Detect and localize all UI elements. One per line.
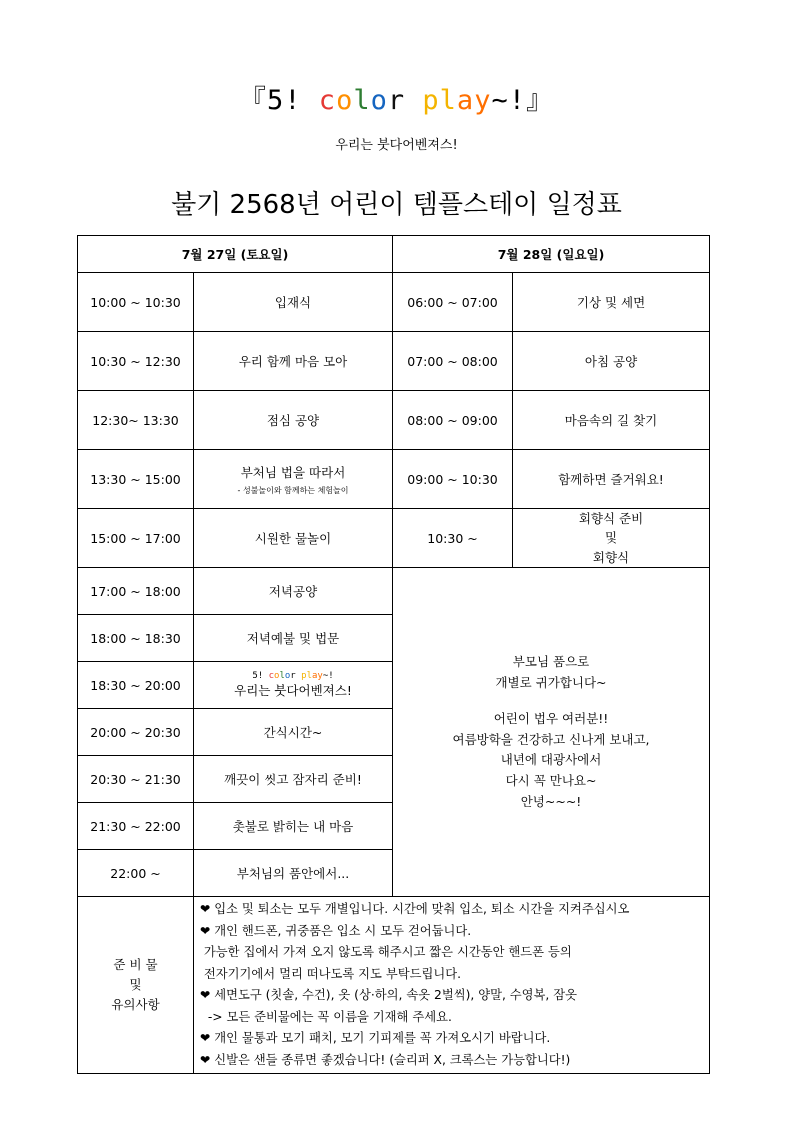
- logo-text: [239, 85, 554, 116]
- schedule-table: [77, 235, 710, 1074]
- day1-time: 17:00 ~ 18:00: [78, 568, 194, 615]
- day1-activity: 입재식: [194, 273, 393, 332]
- day1-time: 18:30 ~ 20:00: [78, 662, 194, 709]
- mini-logo-char: a: [311, 671, 318, 682]
- notes-row: [78, 897, 710, 1074]
- day1-activity: 간식시간~: [194, 709, 393, 756]
- note-line: 가능한 집에서 가져 오지 않도록 해주시고 짧은 시간동안 핸드폰 등의: [200, 945, 572, 960]
- logo-char: !: [508, 85, 526, 116]
- farewell-line: 다시 꼭 만나요~: [505, 773, 597, 789]
- farewell-line: 부모님 품으로: [512, 653, 590, 669]
- logo-chars: [267, 85, 526, 116]
- table-row: [78, 273, 710, 332]
- mini-logo-char: ~: [322, 671, 329, 682]
- mini-logo: [194, 671, 392, 681]
- activity-line: 회향식: [592, 549, 630, 565]
- logo-char: y: [474, 85, 492, 116]
- day2-time: 10:30 ~: [393, 509, 513, 568]
- table-row: [78, 391, 710, 450]
- mini-logo-char: p: [301, 671, 307, 682]
- mini-logo-char: o: [284, 671, 291, 682]
- activity-note: - 성불놀이와 함께하는 체험놀이: [237, 485, 349, 495]
- logo-char: l: [353, 85, 371, 116]
- logo-title: [0, 78, 793, 117]
- day2-time: 09:00 ~ 10:30: [393, 450, 513, 509]
- mini-logo-char: c: [268, 671, 275, 682]
- farewell-gap: [393, 693, 709, 709]
- day1-time: 20:00 ~ 20:30: [78, 709, 194, 756]
- logo-char: l: [439, 85, 457, 116]
- farewell-line: 내년에 대광사에서: [500, 752, 602, 768]
- notes-content: [194, 897, 710, 1074]
- page-title: 불기 2568년 어린이 템플스테이 일정표: [171, 190, 622, 220]
- logo-char: r: [387, 85, 406, 116]
- mini-logo-char: r: [290, 671, 296, 682]
- activity-label: 부처님 법을 따라서: [240, 464, 346, 480]
- day1-time: 21:30 ~ 22:00: [78, 803, 194, 850]
- logo-char: c: [318, 85, 337, 116]
- logo-char: [302, 85, 319, 116]
- farewell-line: 어린이 법우 여러분!!: [493, 711, 609, 727]
- farewell-line: 여름방학을 건강하고 신나게 보내고,: [452, 731, 650, 747]
- logo-char: ~: [491, 85, 509, 116]
- day1-activity: 점심 공양: [194, 391, 393, 450]
- day1-activity: 우리 함께 마음 모아: [194, 332, 393, 391]
- mini-logo-char: l: [279, 671, 285, 682]
- logo-char: o: [336, 85, 354, 116]
- table-row: [78, 568, 710, 615]
- day1-time: 20:30 ~ 21:30: [78, 756, 194, 803]
- day1-activity: 저녁예불 및 법문: [194, 615, 393, 662]
- note-line: 전자기기에서 멀리 떠나도록 지도 부탁드립니다.: [200, 966, 462, 981]
- bracket-open: 『: [239, 85, 267, 116]
- note-line: ❤ 개인 핸드폰, 귀중품은 입소 시 모두 걷어둡니다.: [200, 923, 472, 938]
- farewell-message: [393, 568, 710, 897]
- note-line: ❤ 개인 물통과 모기 패치, 모기 기피제를 꼭 가져오시기 바랍니다.: [200, 1031, 551, 1046]
- logo-char: !: [284, 85, 302, 116]
- logo-char: o: [370, 85, 388, 116]
- bracket-close: 』: [525, 85, 554, 116]
- table-header: [78, 236, 710, 273]
- notes-label-line: 유의사항: [111, 997, 160, 1013]
- day1-time: 18:00 ~ 18:30: [78, 615, 194, 662]
- day2-activity: [513, 509, 710, 568]
- day1-activity: 시원한 물놀이: [194, 509, 393, 568]
- day2-activity: 마음속의 길 찾기: [513, 391, 710, 450]
- logo-char: [405, 85, 422, 116]
- day1-time: 15:00 ~ 17:00: [78, 509, 194, 568]
- mini-logo-char: y: [317, 671, 323, 682]
- subtitle: 우리는 붓다어벤져스!: [335, 138, 458, 153]
- mini-logo-char: !: [328, 671, 334, 682]
- day2-time: 06:00 ~ 07:00: [393, 273, 513, 332]
- day2-time: 08:00 ~ 09:00: [393, 391, 513, 450]
- day1-activity: 저녁공양: [194, 568, 393, 615]
- activity-line: 및: [604, 530, 618, 546]
- note-line: -> 모든 준비물에는 꼭 이름을 기재해 주세요.: [200, 1009, 452, 1024]
- activity-line: 회향식 준비: [578, 511, 644, 526]
- day1-time: 13:30 ~ 15:00: [78, 450, 194, 509]
- day1-time: 10:30 ~ 12:30: [78, 332, 194, 391]
- day1-activity: 깨끗이 씻고 잠자리 준비!: [194, 756, 393, 803]
- day1-activity: 촛불로 밝히는 내 마음: [194, 803, 393, 850]
- farewell-line: 안녕~~~!: [520, 793, 582, 809]
- day2-header: 7월 28일 (일요일): [393, 236, 710, 273]
- mini-logo-char: 5: [252, 671, 258, 682]
- mini-logo-char: !: [257, 671, 264, 682]
- day1-time: 12:30~ 13:30: [78, 391, 194, 450]
- mini-logo-char: o: [274, 671, 280, 682]
- notes-label-line: 준 비 물: [113, 957, 158, 973]
- farewell-line: 개별로 귀가합니다~: [495, 674, 607, 690]
- note-line: ❤ 신발은 샌들 종류면 좋겠습니다! (슬리퍼 X, 크록스는 가능합니다!): [200, 1052, 571, 1067]
- notes-label: [78, 897, 194, 1074]
- logo-char: 5: [267, 85, 285, 116]
- day1-time: 22:00 ~: [78, 850, 194, 897]
- table-row: [78, 509, 710, 568]
- table-row: [78, 450, 710, 509]
- day2-activity: 함께하면 즐거워요!: [513, 450, 710, 509]
- day1-header: 7월 27일 (토요일): [78, 236, 393, 273]
- mini-logo-char: l: [306, 671, 312, 682]
- note-line: ❤ 입소 및 퇴소는 모두 개별입니다. 시간에 맞춰 입소, 퇴소 시간을 지켜주십시오: [200, 902, 630, 917]
- logo-char: a: [456, 85, 475, 116]
- day2-activity: 아침 공양: [513, 332, 710, 391]
- activity-label: 우리는 붓다어벤져스!: [234, 683, 352, 699]
- note-line: ❤ 세면도구 (칫솔, 수건), 옷 (상·하의, 속옷 2벌씩), 양말, 수영복, 잠옷: [200, 988, 577, 1003]
- day1-time: 10:00 ~ 10:30: [78, 273, 194, 332]
- day2-activity: 기상 및 세면: [513, 273, 710, 332]
- day1-activity: [194, 662, 393, 709]
- notes-label-line: 및: [129, 977, 142, 993]
- day1-activity: [194, 450, 393, 509]
- day1-activity: 부처님의 품안에서...: [194, 850, 393, 897]
- day2-time: 07:00 ~ 08:00: [393, 332, 513, 391]
- table-row: [78, 332, 710, 391]
- logo-char: p: [422, 85, 440, 116]
